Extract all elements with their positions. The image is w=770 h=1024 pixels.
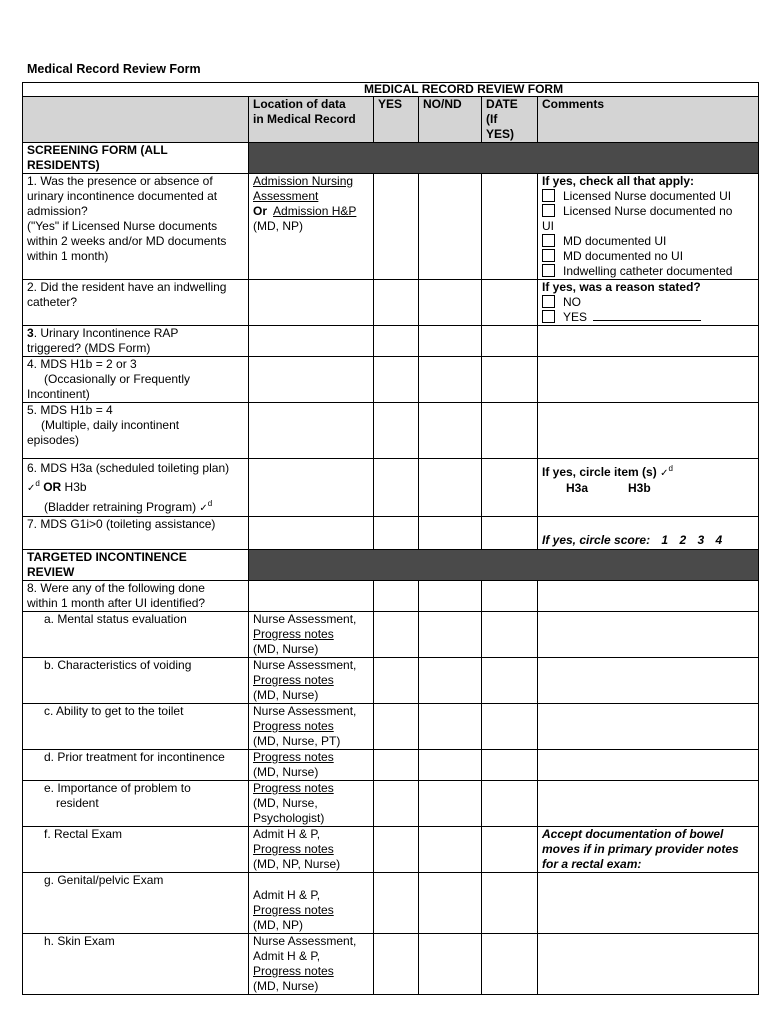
- item-a-text: a. Mental status evaluation: [44, 612, 187, 626]
- q6-checkmark2-icon: ✓: [199, 503, 208, 514]
- q6-check-sup: d: [35, 479, 40, 488]
- item-a-nond-cell[interactable]: [419, 612, 482, 658]
- q1-comment-title: If yes, check all that apply:: [542, 174, 695, 188]
- item-a-label: [23, 612, 249, 658]
- q6-nond-cell[interactable]: [419, 459, 482, 517]
- q1-yes-cell[interactable]: [374, 174, 419, 280]
- q6-h3b: H3b: [64, 480, 87, 494]
- item-e-text1: e. Importance of problem to: [44, 781, 191, 795]
- q2-no-checkbox[interactable]: [542, 295, 555, 308]
- q6-comment-checkmark-icon: ✓: [660, 468, 669, 479]
- item-d-location: [249, 750, 374, 781]
- item-a-date-cell[interactable]: [482, 612, 538, 658]
- header-date-line3: YES): [486, 127, 515, 141]
- q2-date-cell[interactable]: [482, 280, 538, 326]
- q6-or: OR: [43, 480, 62, 494]
- item-b-date-cell[interactable]: [482, 658, 538, 704]
- q6-comments: [538, 459, 759, 517]
- q1-line4: ("Yes" if Licensed Nurse documents: [27, 219, 218, 233]
- q1-opt2-label: Licensed Nurse documented no: [563, 204, 733, 218]
- item-g-loc3: (MD, NP): [253, 918, 303, 932]
- item-h-date-cell[interactable]: [482, 934, 538, 995]
- targeted-shaded-band: [249, 550, 759, 581]
- q1-opt5-checkbox[interactable]: [542, 264, 555, 277]
- q2-yes-checkbox[interactable]: [542, 310, 555, 323]
- item-e-yes-cell[interactable]: [374, 781, 419, 827]
- item-a-loc3: (MD, Nurse): [253, 642, 319, 656]
- q5-comments[interactable]: [538, 403, 759, 459]
- item-b-loc1: Nurse Assessment,: [253, 658, 357, 672]
- item-b-yes-cell[interactable]: [374, 658, 419, 704]
- q1-row: [23, 174, 759, 280]
- q1-loc-hp: Admission H&P: [273, 204, 357, 218]
- item-g-comments[interactable]: [538, 873, 759, 934]
- q8-nond-cell[interactable]: [419, 581, 482, 612]
- q8-row: [23, 581, 759, 612]
- item-b-row: [23, 658, 759, 704]
- item-e-label: [23, 781, 249, 827]
- item-d-loc2: (MD, Nurse): [253, 765, 319, 779]
- item-a-comments[interactable]: [538, 612, 759, 658]
- review-table: [22, 82, 759, 995]
- document-title: Medical Record Review Form: [27, 62, 201, 76]
- q2-location[interactable]: [249, 280, 374, 326]
- q4-line3: Incontinent): [27, 387, 90, 401]
- item-h-comments[interactable]: [538, 934, 759, 995]
- item-f-date-cell[interactable]: [482, 827, 538, 873]
- header-date-line2: (If: [486, 112, 498, 126]
- item-a-row: [23, 612, 759, 658]
- q4-question: [23, 357, 249, 403]
- q3-line1: . Urinary Incontinence RAP: [33, 326, 179, 340]
- screening-heading-row: [23, 143, 759, 174]
- item-f-comments: [538, 827, 759, 873]
- item-e-location: [249, 781, 374, 827]
- item-f-loc3: (MD, NP, Nurse): [253, 857, 341, 871]
- item-h-location: [249, 934, 374, 995]
- q1-opt2-label-cont: UI: [542, 219, 554, 233]
- item-h-text: h. Skin Exam: [44, 934, 115, 948]
- q6-comment-title: If yes, circle item (s): [542, 465, 657, 479]
- item-d-comments[interactable]: [538, 750, 759, 781]
- item-f-row: [23, 827, 759, 873]
- item-f-loc2: Progress notes: [253, 842, 334, 856]
- screening-heading-line2: RESIDENTS): [27, 158, 100, 172]
- q2-yes-cell[interactable]: [374, 280, 419, 326]
- q6-question: [23, 459, 249, 517]
- q4-line1: 4. MDS H1b = 2 or 3: [27, 357, 137, 371]
- q1-date-cell[interactable]: [482, 174, 538, 280]
- q1-loc-line4: (MD, NP): [253, 219, 303, 233]
- targeted-heading: [23, 550, 249, 581]
- q6-comment-sup: d: [668, 464, 673, 473]
- header-nond: NO/ND: [419, 97, 482, 143]
- q7-date-cell[interactable]: [482, 517, 538, 550]
- item-d-date-cell[interactable]: [482, 750, 538, 781]
- q2-question: [23, 280, 249, 326]
- item-c-loc1: Nurse Assessment,: [253, 704, 357, 718]
- item-b-loc2: Progress notes: [253, 673, 334, 687]
- q5-question: [23, 403, 249, 459]
- q1-opt5-label: Indwelling catheter documented: [563, 264, 733, 278]
- item-f-comment-line3: for a rectal exam:: [542, 857, 642, 871]
- item-e-loc3: Psychologist): [253, 811, 325, 825]
- q6-checkmark-icon: ✓: [27, 483, 36, 494]
- q8-yes-cell[interactable]: [374, 581, 419, 612]
- item-f-comment-line2: moves if in primary provider notes: [542, 842, 739, 856]
- q4-line2: (Occasionally or Frequently: [44, 372, 191, 386]
- q7-comments: [538, 517, 759, 550]
- q1-opt4-checkbox[interactable]: [542, 249, 555, 262]
- item-c-location: [249, 704, 374, 750]
- header-row: [23, 97, 759, 143]
- q2-line1: 2. Did the resident have an indwelling: [27, 280, 227, 294]
- q8-question: [23, 581, 249, 612]
- item-g-row: [23, 873, 759, 934]
- item-g-label: [23, 873, 249, 934]
- q5-line3: episodes): [27, 433, 80, 447]
- q5-nond-cell[interactable]: [419, 403, 482, 459]
- q7-score-4[interactable]: 4: [715, 533, 723, 547]
- item-d-nond-cell[interactable]: [419, 750, 482, 781]
- q8-line1: 8. Were any of the following done: [27, 581, 205, 595]
- q7-question: 7. MDS G1i>0 (toileting assistance): [23, 517, 249, 550]
- item-c-date-cell[interactable]: [482, 704, 538, 750]
- q6-line3: (Bladder retraining Program): [44, 500, 197, 514]
- item-g-date-cell[interactable]: [482, 873, 538, 934]
- item-c-label: [23, 704, 249, 750]
- item-h-loc3: Progress notes: [253, 964, 334, 978]
- q1-comments: [538, 174, 759, 280]
- item-c-comments[interactable]: [538, 704, 759, 750]
- q3-nond-cell[interactable]: [419, 326, 482, 357]
- q5-yes-cell[interactable]: [374, 403, 419, 459]
- q1-opt1-checkbox[interactable]: [542, 189, 555, 202]
- q5-date-cell[interactable]: [482, 403, 538, 459]
- q3-number: 3: [27, 326, 34, 340]
- header-blank: [23, 97, 249, 143]
- screening-heading: [23, 143, 249, 174]
- item-b-text: b. Characteristics of voiding: [44, 658, 192, 672]
- item-c-nond-cell[interactable]: [419, 704, 482, 750]
- item-b-label: [23, 658, 249, 704]
- q1-loc-line1: Admission Nursing: [253, 174, 354, 188]
- item-e-loc1: Progress notes: [253, 781, 334, 795]
- item-h-nond-cell[interactable]: [419, 934, 482, 995]
- header-comments: Comments: [538, 97, 759, 143]
- q4-row: [23, 357, 759, 403]
- q6-check2-sup: d: [207, 499, 213, 508]
- q1-line2: urinary incontinence documented at: [27, 189, 218, 203]
- q7-location[interactable]: [249, 517, 374, 550]
- q3-line2: triggered? (MDS Form): [27, 341, 151, 355]
- q2-line2: catheter?: [27, 295, 78, 309]
- q3-date-cell[interactable]: [482, 326, 538, 357]
- q7-score-3[interactable]: 3: [697, 533, 705, 547]
- q3-location[interactable]: [249, 326, 374, 357]
- item-e-comments[interactable]: [538, 781, 759, 827]
- q7-nond-cell[interactable]: [419, 517, 482, 550]
- item-f-comment-line1: Accept documentation of bowel: [542, 827, 724, 841]
- q8-date-cell[interactable]: [482, 581, 538, 612]
- item-d-loc1: Progress notes: [253, 750, 334, 764]
- q6-line1: 6. MDS H3a (scheduled toileting plan): [27, 461, 230, 475]
- item-e-nond-cell[interactable]: [419, 781, 482, 827]
- q1-opt3-label: MD documented UI: [563, 234, 667, 248]
- item-c-loc2: Progress notes: [253, 719, 334, 733]
- q1-opt2-checkbox[interactable]: [542, 204, 555, 217]
- item-h-loc2: Admit H & P,: [253, 949, 321, 963]
- q1-line1: 1. Was the presence or absence of: [27, 174, 213, 188]
- q5-line2: (Multiple, daily incontinent: [41, 418, 180, 432]
- q7-score-1[interactable]: 1: [661, 533, 669, 547]
- header-location-line1: Location of data: [253, 97, 346, 111]
- header-yes: YES: [374, 97, 419, 143]
- q3-comments[interactable]: [538, 326, 759, 357]
- q2-comment-title: If yes, was a reason stated?: [542, 280, 701, 294]
- q5-row: [23, 403, 759, 459]
- q2-row: [23, 280, 759, 326]
- item-a-location: [249, 612, 374, 658]
- q2-reason-blank[interactable]: [593, 310, 701, 321]
- item-g-text: g. Genital/pelvic Exam: [44, 873, 164, 887]
- item-f-location: [249, 827, 374, 873]
- item-f-text: f. Rectal Exam: [44, 827, 123, 841]
- q3-row: [23, 326, 759, 357]
- item-d-text: d. Prior treatment for incontinence: [44, 750, 225, 764]
- q5-location[interactable]: [249, 403, 374, 459]
- screening-shaded-band: [249, 143, 759, 174]
- q1-line5: within 2 weeks and/or MD documents: [27, 234, 227, 248]
- q6-row: [23, 459, 759, 517]
- item-g-nond-cell[interactable]: [419, 873, 482, 934]
- q6-location[interactable]: [249, 459, 374, 517]
- header-date-line1: DATE: [486, 97, 518, 111]
- item-h-loc4: (MD, Nurse): [253, 979, 319, 993]
- item-c-loc3: (MD, Nurse, PT): [253, 734, 341, 748]
- q4-location[interactable]: [249, 357, 374, 403]
- item-e-loc2: (MD, Nurse,: [253, 796, 318, 810]
- header-location: [249, 97, 374, 143]
- q1-nond-cell[interactable]: [419, 174, 482, 280]
- item-a-yes-cell[interactable]: [374, 612, 419, 658]
- item-d-row: [23, 750, 759, 781]
- q1-location: [249, 174, 374, 280]
- q2-no-label: NO: [563, 295, 581, 309]
- q7-yes-cell[interactable]: [374, 517, 419, 550]
- item-a-loc2: Progress notes: [253, 627, 334, 641]
- item-c-text: c. Ability to get to the toilet: [44, 704, 184, 718]
- item-b-loc3: (MD, Nurse): [253, 688, 319, 702]
- item-g-loc2: Progress notes: [253, 903, 334, 917]
- item-g-location: [249, 873, 374, 934]
- item-f-nond-cell[interactable]: [419, 827, 482, 873]
- q1-opt4-label: MD documented no UI: [563, 249, 684, 263]
- q6-h3a-option[interactable]: H3a: [566, 481, 589, 495]
- q7-row: [23, 517, 759, 550]
- q8-line2: within 1 month after UI identified?: [27, 596, 206, 610]
- item-b-nond-cell[interactable]: [419, 658, 482, 704]
- screening-heading-line1: SCREENING FORM (ALL: [27, 143, 168, 157]
- form-title: MEDICAL RECORD REVIEW FORM: [23, 83, 759, 97]
- item-f-yes-cell[interactable]: [374, 827, 419, 873]
- q8-comments[interactable]: [538, 581, 759, 612]
- item-f-loc1: Admit H & P,: [253, 827, 321, 841]
- q5-line1: 5. MDS H1b = 4: [27, 403, 113, 417]
- q2-nond-cell[interactable]: [419, 280, 482, 326]
- q1-loc-line2: Assessment: [253, 189, 319, 203]
- q1-line6: within 1 month): [27, 249, 109, 263]
- q6-h3b-option[interactable]: H3b: [628, 481, 651, 495]
- form-title-row: [23, 83, 759, 97]
- item-f-label: [23, 827, 249, 873]
- item-h-yes-cell[interactable]: [374, 934, 419, 995]
- item-e-row: [23, 781, 759, 827]
- q3-question: [23, 326, 249, 357]
- q3-yes-cell[interactable]: [374, 326, 419, 357]
- q7-score-2[interactable]: 2: [679, 533, 687, 547]
- item-h-label: [23, 934, 249, 995]
- q1-question: [23, 174, 249, 280]
- q1-loc-or: Or: [253, 204, 268, 218]
- item-b-location: [249, 658, 374, 704]
- item-d-yes-cell[interactable]: [374, 750, 419, 781]
- q6-yes-cell[interactable]: [374, 459, 419, 517]
- q4-comments[interactable]: [538, 357, 759, 403]
- item-c-yes-cell[interactable]: [374, 704, 419, 750]
- item-e-text2: resident: [56, 796, 99, 810]
- q1-opt3-checkbox[interactable]: [542, 234, 555, 247]
- item-a-loc1: Nurse Assessment,: [253, 612, 357, 626]
- q4-nond-cell[interactable]: [419, 357, 482, 403]
- q1-line3: admission?: [27, 204, 88, 218]
- item-g-yes-cell[interactable]: [374, 873, 419, 934]
- item-c-row: [23, 704, 759, 750]
- targeted-heading-row: [23, 550, 759, 581]
- q8-location[interactable]: [249, 581, 374, 612]
- q2-comments: [538, 280, 759, 326]
- q4-yes-cell[interactable]: [374, 357, 419, 403]
- q2-yes-label: YES: [563, 310, 588, 324]
- q6-date-cell[interactable]: [482, 459, 538, 517]
- item-b-comments[interactable]: [538, 658, 759, 704]
- q1-opt1-label: Licensed Nurse documented UI: [563, 189, 732, 203]
- header-location-line2: in Medical Record: [253, 112, 356, 126]
- header-date: [482, 97, 538, 143]
- q7-comment-label: If yes, circle score:: [542, 533, 651, 547]
- item-d-label: [23, 750, 249, 781]
- item-h-row: [23, 934, 759, 995]
- targeted-heading-line2: REVIEW: [27, 565, 75, 579]
- item-h-loc1: Nurse Assessment,: [253, 934, 357, 948]
- item-e-date-cell[interactable]: [482, 781, 538, 827]
- targeted-heading-line1: TARGETED INCONTINENCE: [27, 550, 187, 564]
- item-g-loc1: Admit H & P,: [253, 888, 321, 902]
- q4-date-cell[interactable]: [482, 357, 538, 403]
